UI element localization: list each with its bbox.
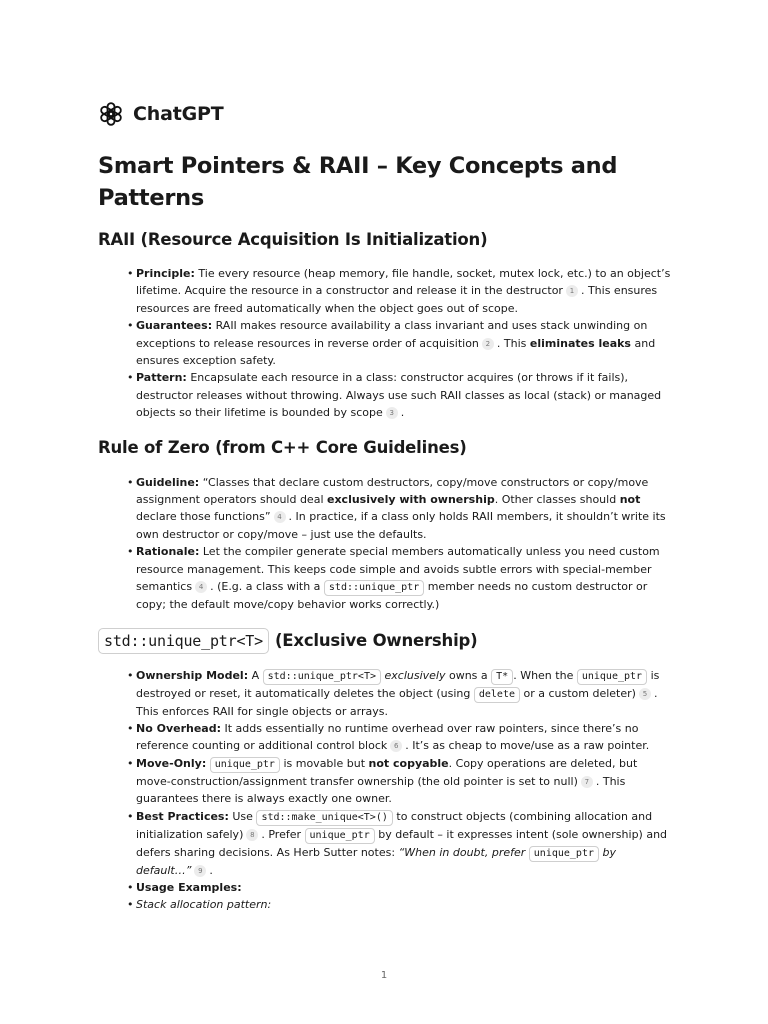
item-text: and ensures exception safety. xyxy=(136,336,656,368)
item-text: member needs no custom destructor or copy; the default move/copy behavior works correctly.) xyxy=(136,580,648,612)
openai-knot-icon xyxy=(98,101,124,127)
inline-code: unique_ptr xyxy=(529,846,599,862)
item-text: declare those functions” xyxy=(136,510,271,524)
item-text: . (E.g. a class with a xyxy=(210,580,321,594)
list-item xyxy=(127,474,673,544)
item-text: owns a xyxy=(448,668,488,682)
citation-badge[interactable]: 3 xyxy=(386,407,398,419)
item-text: . It’s as cheap to move/use as a raw pointer. xyxy=(405,739,650,753)
emphasis-text: not copyable xyxy=(368,756,449,770)
inline-code: T* xyxy=(491,669,513,685)
item-text: . This enforces RAII for single objects or arrays. xyxy=(136,686,658,718)
emphasis-text: exclusively with ownership xyxy=(327,493,495,507)
item-text: is destroyed or reset, it automatically deletes the object (using xyxy=(136,668,660,700)
italic-text: “When in doubt, prefer xyxy=(398,845,526,859)
item-label: No Overhead: xyxy=(136,721,221,735)
item-label: Ownership Model: xyxy=(136,668,249,682)
item-text: . This guarantees there is always exactly one owner. xyxy=(136,774,626,806)
brand-header xyxy=(98,100,673,128)
item-text: is movable but xyxy=(283,756,366,770)
italic-text: Stack allocation pattern: xyxy=(136,898,272,912)
list-item xyxy=(127,808,673,879)
list-item xyxy=(127,667,673,720)
item-label: Guarantees: xyxy=(136,319,213,333)
emphasis-text: not xyxy=(619,493,641,507)
section-heading-rule-of-zero: Rule of Zero (from C++ Core Guidelines) xyxy=(98,437,467,457)
item-text: It adds essentially no runtime overhead over raw pointers, since there’s no reference counting or additional control block xyxy=(136,721,639,753)
item-text: Encapsulate each resource in a class: constructor acquires (or throws if it fails), destructor releases without throwing. Always use such RAII classes as local (stack) or managed objects so their lifetime is bounded by scope xyxy=(136,371,662,420)
list-item xyxy=(127,317,673,369)
item-text: to construct objects (combining allocation and initialization safely) xyxy=(136,809,653,841)
item-text: . This ensures resources are freed automatically when the object goes out of scope. xyxy=(136,284,658,315)
item-label: Pattern: xyxy=(136,371,187,385)
list-item xyxy=(127,265,673,317)
italic-text: exclusively xyxy=(384,668,446,682)
emphasis-text: eliminates leaks xyxy=(529,336,631,350)
item-text: . In practice, if a class only holds RAII members, it shouldn’t write its own destructor or copy/move – just use the defaults. xyxy=(136,510,666,541)
heading-code: std::unique_ptr<T> xyxy=(98,628,269,654)
section-heading-raii: RAII (Resource Acquisition Is Initialization) xyxy=(98,230,488,249)
inline-code: unique_ptr xyxy=(210,757,280,773)
item-text: A xyxy=(251,668,260,682)
item-text: Let the compiler generate special members automatically unless you need custom resource management. This keeps code simple and avoids subtle errors with special-member semantics xyxy=(136,545,660,594)
item-label: Best Practices: xyxy=(136,809,229,823)
inline-code: unique_ptr xyxy=(305,828,375,844)
inline-code: std::unique_ptr xyxy=(324,580,424,596)
page-number: 1 xyxy=(380,970,388,981)
citation-badge[interactable]: 1 xyxy=(566,285,578,297)
item-text: or a custom deleter) xyxy=(523,686,636,700)
item-label: Principle: xyxy=(136,267,195,280)
list-item xyxy=(127,369,673,421)
item-text: “Classes that declare custom destructors, copy/move constructors or copy/move assignment operators should deal xyxy=(136,475,649,507)
brand-name: ChatGPT xyxy=(133,103,224,125)
document-page xyxy=(98,100,673,914)
item-text: . Prefer xyxy=(261,827,302,841)
page-title: Smart Pointers & RAII – Key Concepts and Patterns xyxy=(98,153,618,211)
citation-badge[interactable]: 9 xyxy=(194,865,206,877)
rule-of-zero-list xyxy=(98,474,673,614)
list-item xyxy=(127,879,673,896)
item-text: . xyxy=(209,863,213,877)
item-text: . xyxy=(400,406,405,420)
inline-code: std::make_unique<T>() xyxy=(256,810,392,826)
item-label: Move-Only: xyxy=(136,756,207,770)
item-text: by default – it expresses intent (sole ownership) and defers sharing decisions. As Herb Sutter notes: xyxy=(136,827,668,859)
inline-code: std::unique_ptr<T> xyxy=(263,669,381,685)
inline-code: delete xyxy=(474,687,520,703)
italic-text: by default…” xyxy=(136,845,616,877)
list-item xyxy=(127,543,673,613)
item-label: Rationale: xyxy=(136,545,200,559)
list-item xyxy=(127,720,673,755)
item-text: Tie every resource (heap memory, file handle, socket, mutex lock, etc.) to an object’s lifetime. Acquire the resource in a constructor and release it in the destructor xyxy=(136,267,671,298)
item-text: . This xyxy=(496,336,527,350)
citation-badge[interactable]: 6 xyxy=(390,740,402,752)
unique-ptr-list xyxy=(98,667,673,914)
citation-badge[interactable]: 7 xyxy=(581,776,593,788)
citation-badge[interactable]: 8 xyxy=(246,829,258,841)
citation-badge[interactable]: 4 xyxy=(195,581,207,593)
list-item xyxy=(127,755,673,808)
list-item xyxy=(127,896,673,913)
item-label: Usage Examples: xyxy=(136,880,242,894)
citation-badge[interactable]: 4 xyxy=(274,511,286,523)
inline-code: unique_ptr xyxy=(577,669,647,685)
item-label: Guideline: xyxy=(136,475,200,489)
heading-text: (Exclusive Ownership) xyxy=(274,630,478,650)
citation-badge[interactable]: 2 xyxy=(482,338,494,350)
item-text: . Copy operations are deleted, but move-construction/assignment transfer ownership (the old pointer is set to null) xyxy=(136,756,638,788)
item-text: . Other classes should xyxy=(494,493,617,507)
raii-list xyxy=(98,265,673,422)
citation-badge[interactable]: 5 xyxy=(639,688,651,700)
item-text: RAII makes resource availability a class invariant and uses stack unwinding on exceptions to release resources in reverse order of acquisition xyxy=(136,319,648,350)
item-text: . When the xyxy=(513,668,574,682)
item-text: Use xyxy=(232,809,253,823)
section-heading-unique-ptr xyxy=(98,628,673,654)
